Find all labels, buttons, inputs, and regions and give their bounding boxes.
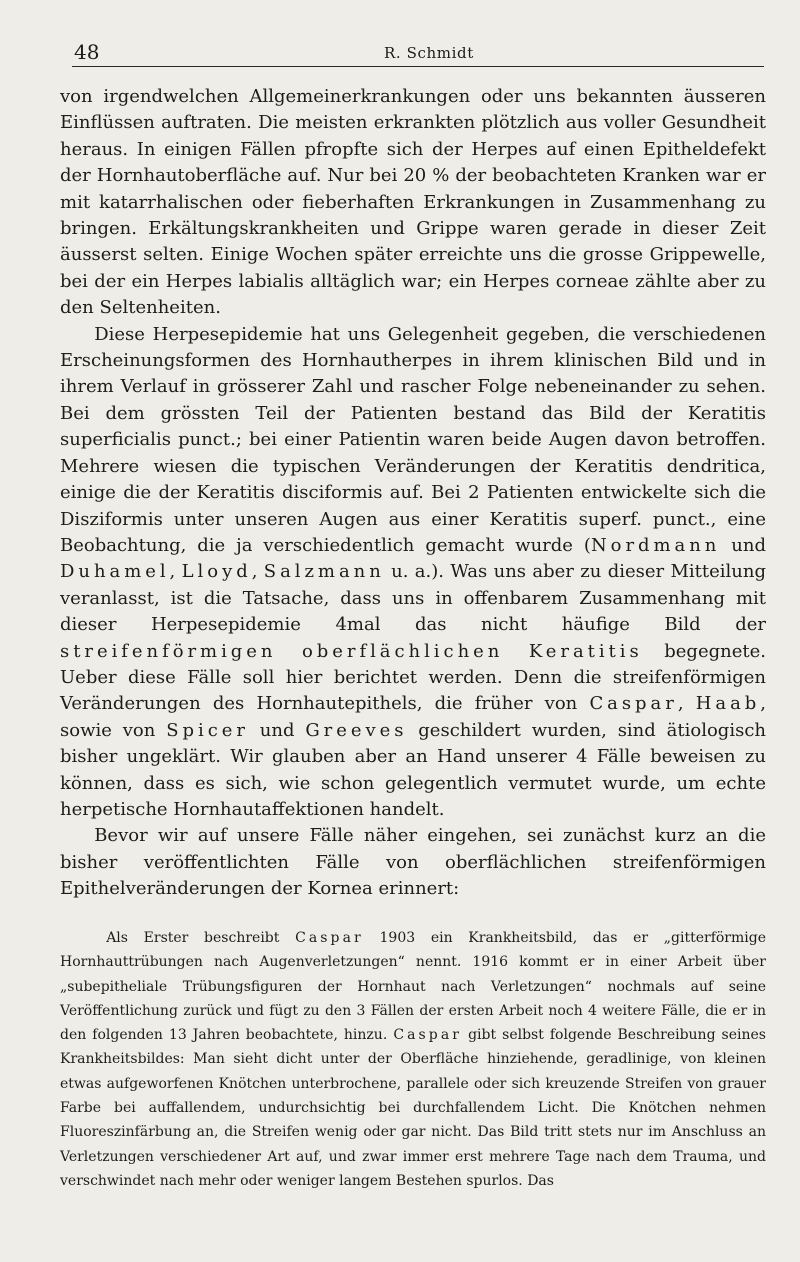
text-run: geschildert wurden, sind ätiologisch bisher ungeklärt. Wir glauben aber an Hand unserer 4 Fälle beweisen zu können, dass es sich, wie schon gelegentlich vermutet wurde, um echte herpetische Hornhautaffektionen handelt. bbox=[60, 719, 766, 820]
text-run: und bbox=[720, 534, 766, 556]
author-name: Caspar bbox=[295, 930, 364, 946]
author-name: Caspar bbox=[393, 1027, 463, 1044]
author-name: Caspar bbox=[589, 693, 678, 715]
author-name: Duhamel bbox=[60, 561, 170, 583]
text-run: , bbox=[251, 561, 264, 583]
text-run: gibt selbst folgende Beschreibung seines Krankheitsbildes: Man sieht dicht unter der Oberfläche hinziehende, geradlinige, von kleinen etwas aufgeworfenen Knötchen unterbrochene, parallele oder sich kreuzende Streifen von grauer Farbe bei auffallendem, undurchsichtig bei durchfallendem Licht. Die Knötchen nehmen Fluoreszinfärbung an, die Streifen wenig oder gar nicht. Das Bild tritt stets nur im Anschluss an Verletzungen verschiedener Art auf, und zwar immer erst mehrere Tage nach dem Trauma, und verschwindet nach mehr oder weniger langem Bestehen spurlos. Das bbox=[60, 1027, 766, 1189]
text-run: begegnete. Ueber diese Fälle soll hier berichtet werden. Denn die streifenförmigen Veränderungen des Hornhautepithels, die früher von bbox=[60, 640, 766, 715]
text-run: , bbox=[677, 693, 696, 715]
page-number: 48 bbox=[74, 40, 100, 64]
text-run: u. a.). Was uns aber zu dieser Mitteilung veranlasst, ist die Tatsache, dass uns in offenbarem Zusammenhang mit dieser Herpesepidemie 4mal das nicht häufige Bild der bbox=[60, 561, 767, 636]
small-print-section bbox=[60, 926, 766, 1193]
main-text bbox=[60, 84, 766, 903]
author-name: Salzmann bbox=[263, 561, 385, 583]
paragraph-1: von irgendwelchen Allgemeinerkrankungen oder uns bekannten äusseren Einflüssen auftraten. Die meisten erkrankten plötzlich aus voller Gesundheit heraus. In einigen Fällen pfropfte sich der Herpes auf einen Epitheldefekt der Hornhautoberfläche auf. Nur bei 20 % der beobachteten Kranken war er mit katarrhalischen oder fieberhaften Erkrankungen in Zusammenhang zu bringen. Erkältungskrankheiten und Grippe waren gerade in dieser Zeit äusserst selten. Einige Wochen später erreichte uns die grosse Grippewelle, bei der ein Herpes labialis alltäglich war; ein Herpes corneae zählte aber zu den Seltenheiten. bbox=[60, 86, 766, 319]
author-name: Lloyd bbox=[181, 561, 252, 583]
page-header bbox=[72, 40, 762, 70]
author-name: Greeves bbox=[305, 719, 408, 741]
author-name: Haab bbox=[695, 693, 761, 715]
text-run: , bbox=[169, 561, 182, 583]
text-run: Diese Herpesepidemie hat uns Gelegenheit gegeben, die verschiedenen Erscheinungsformen des Hornhautherpes in ihrem klinischen Bild und in ihrem Verlauf in grösserer Zahl und rascher Folge nebeneinander zu sehen. Bei dem grössten Teil der Patienten bestand das Bild der Keratitis superficialis punct.; bei einer Patientin waren beide Augen davon betroffen. Mehrere wiesen die typischen Veränderungen der Keratitis dendritica, einige die der Keratitis disciformis auf. Bei 2 Patienten entwickelte sich die Disziformis unter unseren Augen aus einer Keratitis superf. punct., eine Beobachtung, die ja verschiedentlich gemacht wurde ( bbox=[60, 323, 766, 556]
emphasized-term: streifenförmigen oberflächlichen Keratitis bbox=[60, 640, 643, 662]
paragraph-2 bbox=[60, 322, 766, 824]
text-run: , sowie von bbox=[60, 693, 766, 741]
text-run: 1903 ein Krankheitsbild, das er „gitterförmige Hornhauttrübungen nach Augenverletzungen“ nennt. 1916 kommt er in einer Arbeit über „subepitheliale Trübungsfiguren der Hornhaut nach Verletzungen“ nochmals auf seine Veröffentlichung zurück und fügt zu den 3 Fällen der ersten Arbeit noch 4 weitere Fälle, die er in den folgenden 13 Jahren beobachtete, hinzu. bbox=[60, 930, 766, 1044]
header-rule bbox=[72, 66, 764, 67]
author-name: Spicer bbox=[166, 719, 249, 741]
running-title: R. Schmidt bbox=[384, 44, 474, 62]
paragraph-3: Bevor wir auf unsere Fälle näher eingehen, sei zunächst kurz an die bisher veröffentlichten Fälle von oberflächlichen streifenförmigen Epithelveränderungen der Kornea erinnert: bbox=[60, 825, 766, 900]
author-name: Nordmann bbox=[590, 534, 721, 556]
small-paragraph bbox=[60, 926, 766, 1193]
text-run: Als Erster beschreibt bbox=[106, 930, 296, 946]
text-run: und bbox=[248, 719, 306, 741]
